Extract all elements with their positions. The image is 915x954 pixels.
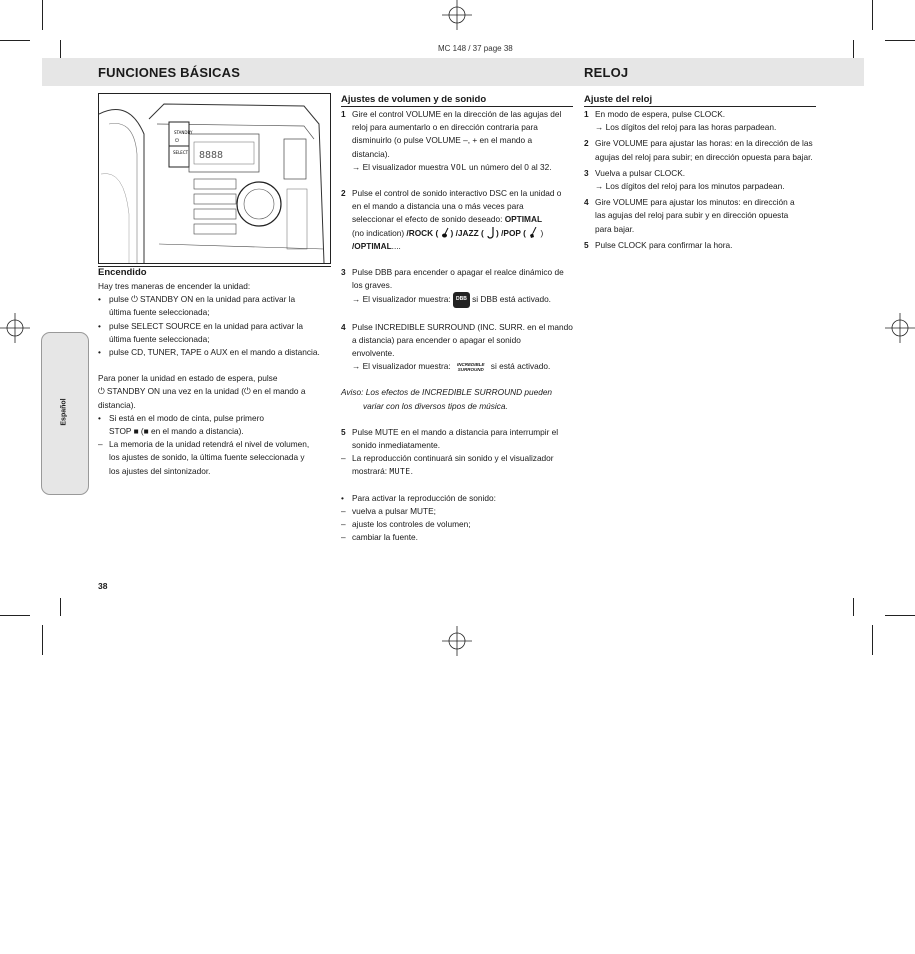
step-5: [584, 239, 820, 252]
crop-mark: [0, 615, 30, 616]
registration-crosshair-icon: [885, 313, 915, 343]
heading-reloj: Ajuste del reloj: [584, 94, 653, 105]
svg-text:⏻: ⏻: [175, 138, 179, 144]
list-item: – vuelva a pulsar MUTE;: [341, 505, 577, 518]
crop-mark: [885, 615, 915, 616]
dash-line: La memoria de la unidad retendrá el nivel de volumen,: [109, 439, 310, 450]
step-line: Gire VOLUME para ajustar los minutos: en dirección a: [595, 197, 795, 208]
list-item: • Si está en el modo de cinta, pulse primero STOP ■ (■ en el mando a distancia).: [98, 412, 264, 437]
step-line: para bajar.: [595, 223, 635, 234]
standby-line: distancia).: [98, 399, 136, 410]
step-number: 5: [341, 426, 346, 437]
step-line: Pulse el control de sonido interactivo DSC en la unidad o: [352, 188, 562, 199]
section-title-funciones: FUNCIONES BÁSICAS: [98, 65, 241, 80]
bullet-line: pulse CD, TUNER, TAPE o AUX en el mando a distancia.: [109, 347, 320, 358]
crop-mark: [60, 598, 61, 616]
step-text: (no indication): [352, 227, 407, 238]
heading-encendido: Encendido: [98, 267, 147, 278]
crop-mark: [885, 40, 915, 41]
step-number: 2: [341, 188, 346, 199]
sound-mode-pop: ) /POP (: [496, 227, 529, 238]
bullet-line: Para activar la reproducción de sonido:: [352, 492, 496, 503]
crop-mark: [42, 0, 43, 30]
step-line: seleccionar el efecto de sonido deseado:: [352, 214, 505, 225]
result-text: → Los dígitos del reloj para las horas parpadean.: [595, 122, 777, 133]
list-item: • pulse ⏻ STANDBY ON en la unidad para activar la última fuente seleccionada;: [98, 294, 296, 318]
encendido-intro: Hay tres maneras de encender la unidad:: [98, 281, 251, 291]
step-line: envolvente.: [352, 348, 395, 359]
language-tab-label: Español: [60, 398, 68, 426]
guitar-icon: [441, 227, 451, 239]
step-line: Gire VOLUME para ajustar las horas: en la dirección de las: [595, 138, 813, 149]
step-5: [341, 426, 577, 452]
dash-line: La reproducción continuará sin sonido y el visualizador: [352, 453, 554, 464]
svg-text:8888: 8888: [199, 150, 224, 161]
bullet-line: última fuente seleccionada;: [109, 307, 210, 318]
step-number: 5: [584, 239, 589, 250]
crop-mark: [872, 625, 873, 655]
registration-crosshair-icon: [442, 0, 472, 30]
incredible-surround-icon: [457, 362, 485, 372]
result-text: → El visualizador muestra:: [352, 361, 453, 372]
list-item: • Para activar la reproducción de sonido:: [341, 492, 577, 505]
icon-text: SURROUND: [457, 367, 484, 373]
step-number: 3: [341, 267, 346, 278]
step-3: [584, 167, 820, 193]
step-line: Pulse CLOCK para confirmar la hora.: [595, 239, 733, 250]
bullet-line: STOP ■ (■ en el mando a distancia).: [109, 426, 244, 437]
sound-mode-rock: /ROCK (: [406, 227, 441, 238]
step-number: 1: [584, 109, 589, 119]
step-line: Vuelva a pulsar CLOCK.: [595, 167, 686, 178]
crop-mark: [853, 40, 854, 58]
step-line: distancia).: [352, 148, 390, 159]
step-line: agujas del reloj para subir; en dirección opuesta para bajar.: [595, 151, 813, 162]
step-4: [584, 196, 820, 236]
step-number: 2: [584, 138, 589, 149]
registration-crosshair-icon: [442, 626, 472, 656]
lcd-text: MUTE: [389, 467, 411, 477]
dash-line: ajuste los controles de volumen;: [352, 519, 471, 530]
result-text: un número del 0 al 32.: [466, 161, 552, 172]
svg-text:SELECT: SELECT: [173, 150, 189, 155]
crop-mark: [0, 40, 30, 41]
step-line: Pulse MUTE en el mando a distancia para interrumpir el: [352, 426, 559, 437]
registration-crosshair-icon: [0, 313, 30, 343]
crop-mark: [42, 625, 43, 655]
step-number: 3: [584, 167, 589, 178]
section-title-reloj: RELOJ: [584, 65, 629, 80]
step-line: sonido inmediatamente.: [352, 440, 441, 451]
step-1: [584, 108, 820, 134]
sound-mode-optimal: OPTIMAL: [504, 214, 543, 225]
standby-line: ⏻ STANDBY ON una vez en la unidad (⏻ en el mando a: [98, 386, 306, 397]
heading-rule: [341, 106, 573, 107]
dash-line: mostrará:: [352, 466, 390, 477]
list-item: – La memoria de la unidad retendrá el nivel de volumen, los ajustes de sonido, la última fuente seleccionada y los ajustes del sintonizador.: [98, 439, 310, 476]
step-line: reloj para aumentarlo o en dirección contraria para: [352, 122, 538, 133]
step-text: ....: [391, 240, 401, 251]
step-3: [341, 266, 577, 308]
step-2: [341, 187, 577, 253]
dash-line: los ajustes del sintonizador.: [109, 465, 211, 476]
svg-text:STANDBY: STANDBY: [174, 130, 193, 135]
result-text: → El visualizador muestra:: [352, 294, 453, 305]
result-text: → El visualizador muestra: [352, 161, 451, 172]
crop-mark: [60, 40, 61, 58]
dash-line: los ajustes de sonido, la última fuente seleccionada y: [109, 452, 305, 463]
dash-line: vuelva a pulsar MUTE;: [352, 505, 436, 516]
step-line: en el mando a distancia una o más veces para: [352, 201, 524, 212]
volumen-text: [341, 108, 577, 544]
bullet-line: última fuente seleccionada;: [109, 333, 210, 344]
result-text: → Los dígitos del reloj para los minutos parpadean.: [595, 181, 785, 192]
step-1: [341, 108, 577, 174]
bullet-line: pulse ⏻ STANDBY ON en la unidad para activar la: [109, 294, 296, 305]
result-text: si DBB está activado.: [469, 294, 551, 305]
step-line: Gire el control VOLUME en la dirección de las agujas del: [352, 109, 562, 119]
list-item: – cambiar la fuente.: [341, 531, 577, 544]
aviso-line: variar con los diversos tipos de música.: [363, 400, 508, 411]
heading-volumen: Ajustes de volumen y de sonido: [341, 94, 487, 105]
stereo-unit-drawing: [99, 94, 330, 263]
step-line: disminuirlo (o pulse VOLUME –, + en el mando a: [352, 135, 533, 146]
step-text: ): [538, 227, 544, 238]
step-line: Pulse DBB para encender o apagar el realce dinámico de: [352, 267, 564, 278]
reloj-text: [584, 108, 820, 252]
step-line: En modo de espera, pulse CLOCK.: [595, 109, 726, 119]
sound-mode-jazz: ) /JAZZ (: [450, 227, 487, 238]
dbb-badge: DBB: [453, 292, 470, 307]
list-item: – ajuste los controles de volumen;: [341, 518, 577, 531]
saxophone-icon: [486, 227, 496, 239]
page-reference: MC 148 / 37 page 38: [438, 44, 513, 53]
heading-rule: [98, 266, 331, 267]
dash-line: cambiar la fuente.: [352, 532, 418, 543]
bullet-line: pulse SELECT SOURCE en la unidad para activar la: [109, 320, 304, 331]
crop-mark: [853, 598, 854, 616]
heading-rule: [584, 106, 816, 107]
list-item: • pulse SELECT SOURCE en la unidad para activar la última fuente seleccionada;: [98, 320, 304, 344]
step-number: 1: [341, 109, 346, 119]
sound-mode-optimal: /OPTIMAL: [352, 240, 392, 251]
lcd-text: VOL: [450, 162, 467, 172]
list-item: – La reproducción continuará sin sonido y el visualizador mostrará: MUTE.: [341, 453, 554, 477]
crop-mark: [872, 0, 873, 30]
product-illustration: [98, 93, 331, 264]
step-4: [341, 321, 577, 374]
step-2: [584, 137, 820, 163]
step-number: 4: [341, 321, 346, 332]
list-item: • pulse CD, TUNER, TAPE o AUX en el mando a distancia.: [98, 346, 333, 359]
page-number: 38: [98, 581, 108, 591]
step-number: 4: [584, 197, 589, 208]
electric-guitar-icon: [528, 227, 538, 239]
aviso-line: Aviso: Los efectos de INCREDIBLE SURROUND pueden: [341, 387, 553, 398]
bullet-line: Si está en el modo de cinta, pulse primero: [109, 412, 264, 423]
step-line: las agujas del reloj para subir y en dirección opuesta: [595, 210, 789, 221]
encendido-text: [98, 280, 333, 478]
icon-text: INCREDIBLE: [456, 362, 485, 368]
standby-line: Para poner la unidad en estado de espera, pulse: [98, 373, 278, 384]
step-line: a distancia) para encender o apagar el sonido: [352, 334, 521, 345]
step-line: los graves.: [352, 280, 393, 291]
step-line: Pulse INCREDIBLE SURROUND (INC. SURR. en el mando: [352, 321, 573, 332]
result-text: si está activado.: [488, 361, 551, 372]
dash-line: .: [410, 466, 413, 477]
